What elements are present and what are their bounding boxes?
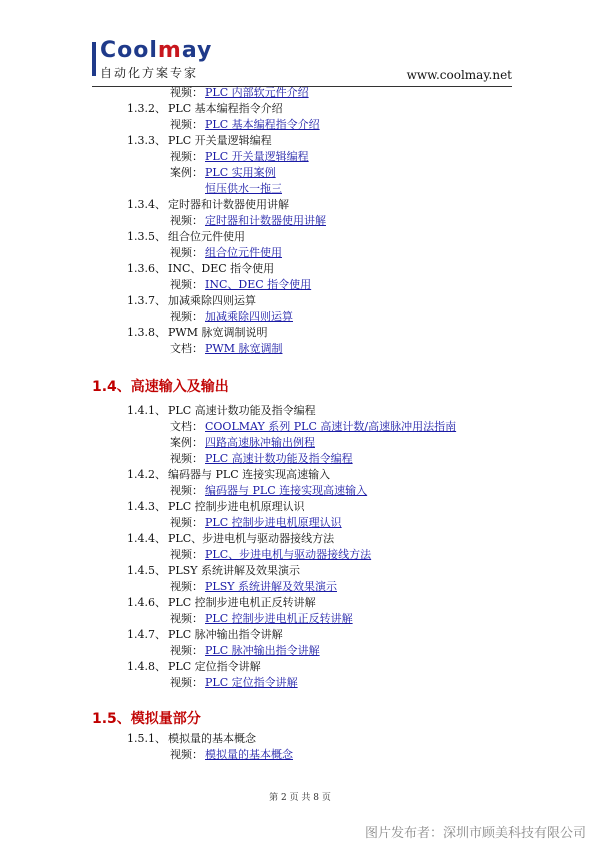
logo-bar xyxy=(92,42,96,76)
resource-link[interactable]: 模拟量的基本概念 xyxy=(205,748,293,761)
item-title: 组合位元件使用 xyxy=(168,230,245,243)
resource-link[interactable]: PWM 脉宽调制 xyxy=(205,342,283,355)
item-number: 1.4.3、 xyxy=(127,500,166,513)
item-title: 模拟量的基本概念 xyxy=(168,732,256,745)
resource-link[interactable]: PLC 开关量逻辑编程 xyxy=(205,150,309,163)
item-title: 编码器与 PLC 连接实现高速输入 xyxy=(168,468,331,481)
resource-link[interactable]: PLC 控制步进电机原理认识 xyxy=(205,516,342,529)
resource-link[interactable]: PLC 脉冲输出指令讲解 xyxy=(205,644,320,657)
resource-link[interactable]: 恒压供水一拖三 xyxy=(205,182,282,195)
item-number: 1.4.6、 xyxy=(127,596,166,609)
resource-link[interactable]: 编码器与 PLC 连接实现高速输入 xyxy=(205,484,368,497)
resource-type-label: 视频： xyxy=(170,748,203,761)
resource-type-label: 视频： xyxy=(170,86,203,99)
resource-type-label: 视频： xyxy=(170,310,203,323)
website-url: www.coolmay.net xyxy=(406,68,512,82)
resource-type-label: 视频： xyxy=(170,580,203,593)
page-header xyxy=(92,40,512,86)
item-title: PWM 脉宽调制说明 xyxy=(168,326,268,339)
item-title: 定时器和计数器使用讲解 xyxy=(168,198,289,211)
item-number: 1.4.2、 xyxy=(127,468,166,481)
item-title: PLC、步进电机与驱动器接线方法 xyxy=(168,532,335,545)
resource-type-label: 视频： xyxy=(170,548,203,561)
item-number: 1.4.7、 xyxy=(127,628,166,641)
item-number: 1.4.4、 xyxy=(127,532,166,545)
resource-link[interactable]: PLC 控制步进电机正反转讲解 xyxy=(205,612,353,625)
resource-type-label: 视频： xyxy=(170,612,203,625)
resource-type-label: 视频： xyxy=(170,516,203,529)
resource-type-label: 案例： xyxy=(170,436,203,449)
resource-type-label: 文档： xyxy=(170,420,203,433)
item-number: 1.5.1、 xyxy=(127,732,166,745)
resource-link[interactable]: 定时器和计数器使用讲解 xyxy=(205,214,326,227)
page-number: 第 2 页 共 8 页 xyxy=(269,793,331,803)
resource-link[interactable]: PLC 实用案例 xyxy=(205,166,276,179)
item-number: 1.3.3、 xyxy=(127,134,166,147)
resource-link[interactable]: 加减乘除四则运算 xyxy=(205,310,293,323)
resource-link[interactable]: PLC、步进电机与驱动器接线方法 xyxy=(205,548,372,561)
item-number: 1.4.5、 xyxy=(127,564,166,577)
resource-link[interactable]: PLC 内部软元件介绍 xyxy=(205,86,309,99)
resource-type-label: 文档： xyxy=(170,342,203,355)
item-number: 1.3.2、 xyxy=(127,102,166,115)
resource-link[interactable]: COOLMAY 系列 PLC 高速计数/高速脉冲用法指南 xyxy=(205,420,457,433)
item-number: 1.4.8、 xyxy=(127,660,166,673)
item-number: 1.3.5、 xyxy=(127,230,166,243)
resource-type-label: 案例： xyxy=(170,166,203,179)
resource-link[interactable]: PLC 定位指令讲解 xyxy=(205,676,298,689)
item-title: PLC 开关量逻辑编程 xyxy=(168,134,272,147)
item-title: INC、DEC 指令使用 xyxy=(168,262,275,275)
resource-type-label: 视频： xyxy=(170,484,203,497)
resource-link[interactable]: PLSY 系统讲解及效果演示 xyxy=(205,580,337,593)
item-title: PLC 脉冲输出指令讲解 xyxy=(168,628,283,641)
item-number: 1.3.8、 xyxy=(127,326,166,339)
item-title: PLSY 系统讲解及效果演示 xyxy=(168,564,300,577)
resource-type-label: 视频： xyxy=(170,452,203,465)
resource-type-label: 视频： xyxy=(170,150,203,163)
resource-type-label: 视频： xyxy=(170,644,203,657)
resource-link[interactable]: PLC 基本编程指令介绍 xyxy=(205,118,320,131)
item-title: PLC 定位指令讲解 xyxy=(168,660,261,673)
item-title: PLC 控制步进电机原理认识 xyxy=(168,500,305,513)
resource-type-label: 视频： xyxy=(170,118,203,131)
logo-tagline: 自动化方案专家 xyxy=(100,66,199,80)
publisher-watermark: 图片发布者：深圳市顾美科技有限公司 xyxy=(364,826,586,841)
section-heading: 1.4、高速输入及输出 xyxy=(92,379,229,395)
resource-link[interactable]: PLC 高速计数功能及指令编程 xyxy=(205,452,353,465)
item-number: 1.4.1、 xyxy=(127,404,166,417)
resource-type-label: 视频： xyxy=(170,214,203,227)
item-number: 1.3.4、 xyxy=(127,198,166,211)
resource-link[interactable]: 四路高速脉冲输出例程 xyxy=(205,436,315,449)
item-number: 1.3.7、 xyxy=(127,294,166,307)
item-title: PLC 控制步进电机正反转讲解 xyxy=(168,596,316,609)
item-number: 1.3.6、 xyxy=(127,262,166,275)
item-title: 加减乘除四则运算 xyxy=(168,294,256,307)
company-logo: Coolmay xyxy=(100,38,213,63)
section-heading: 1.5、模拟量部分 xyxy=(92,711,201,727)
item-title: PLC 基本编程指令介绍 xyxy=(168,102,283,115)
resource-link[interactable]: 组合位元件使用 xyxy=(205,246,282,259)
resource-type-label: 视频： xyxy=(170,246,203,259)
resource-type-label: 视频： xyxy=(170,676,203,689)
resource-type-label: 视频： xyxy=(170,278,203,291)
item-title: PLC 高速计数功能及指令编程 xyxy=(168,404,316,417)
resource-link[interactable]: INC、DEC 指令使用 xyxy=(205,278,312,291)
